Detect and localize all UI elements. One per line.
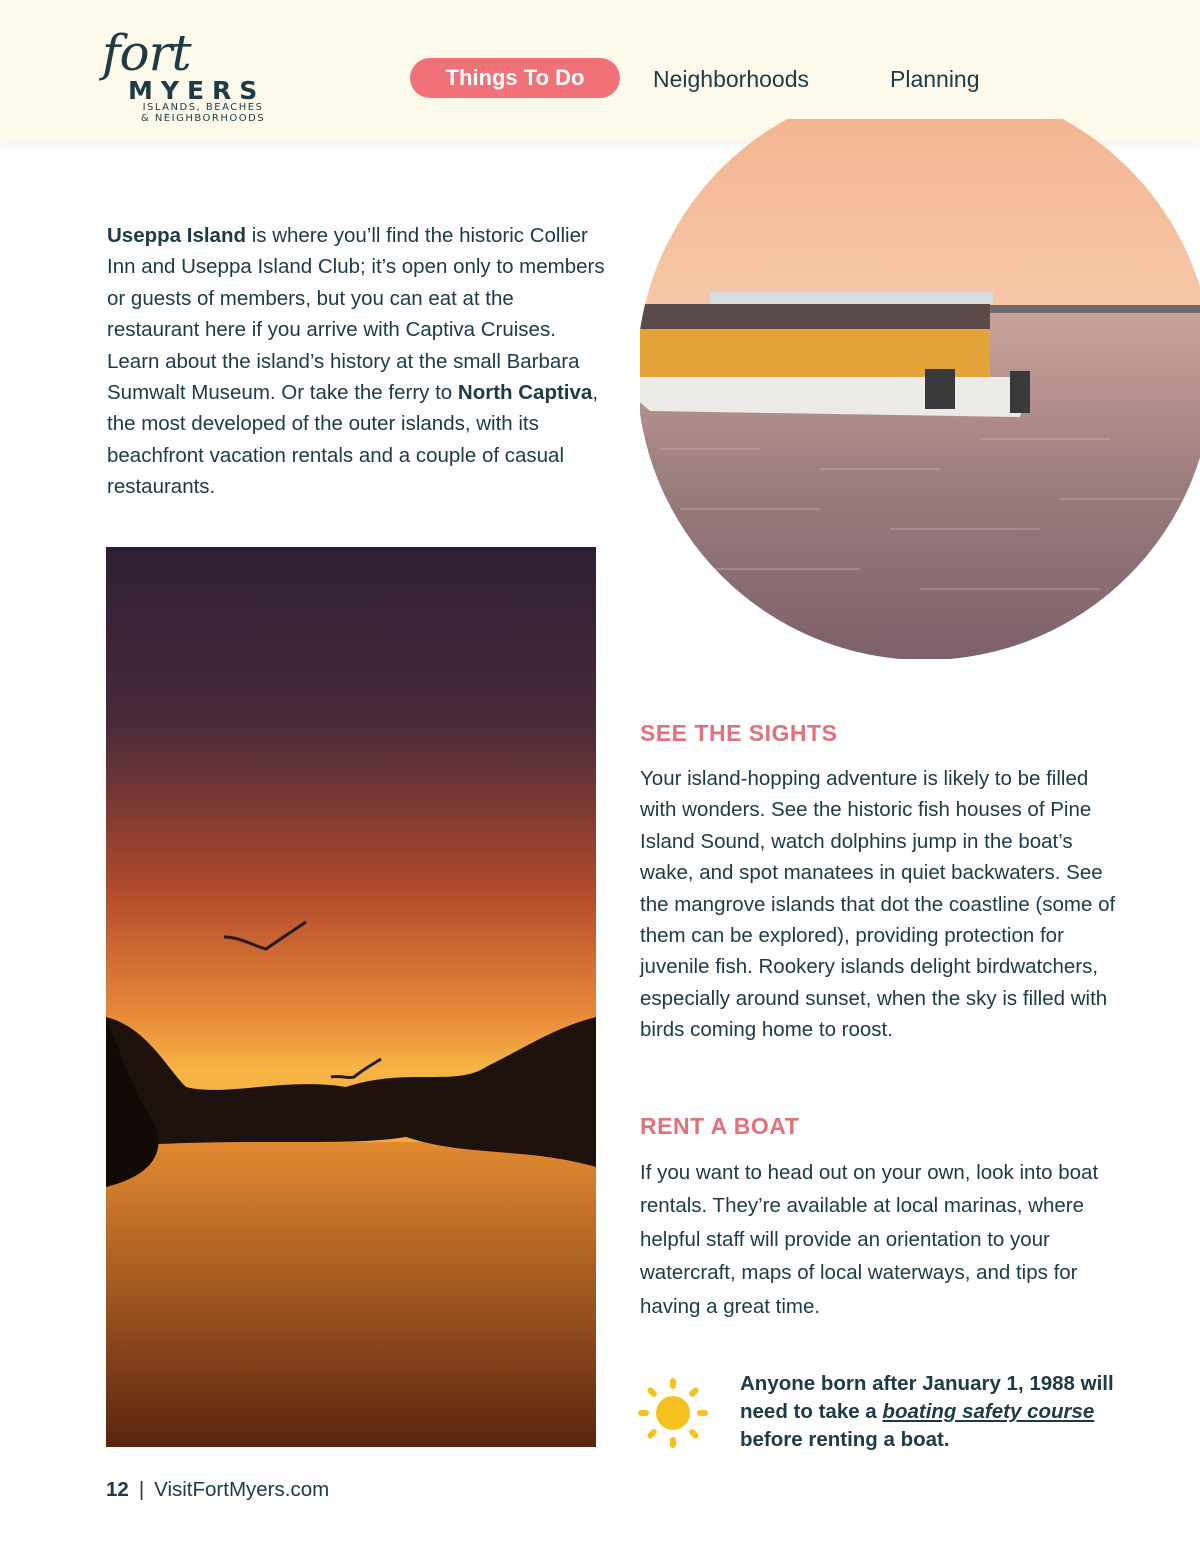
sunset-photo (106, 547, 596, 1447)
intro-text-2: , the most developed of the outer islands, with its beachfront vacation rentals and a couple of casual restaurants. (107, 381, 599, 499)
north-captiva-bold: North Captiva (457, 381, 593, 405)
logo-main-text: MYERS (128, 76, 266, 105)
logo-script-text: fort (102, 24, 191, 82)
tip-text-1: Anyone born after January 1, 1988 will need to take a (740, 1372, 1114, 1423)
see-the-sights-body: Your island-hopping adventure is likely to be filled with wonders. See the historic fish houses of Pine Island Sound, watch dolphins jump in the boat’s wake, and spot manatees in quiet backwaters. See the mangrove islands that dot the coastline (some of them can be explored), providing protection for juvenile fish. Rookery islands delight birdwatchers, especially around sunset, when the sky is filled with birds coming home to roost. (640, 767, 1116, 1042)
fort-myers-logo[interactable] (102, 24, 292, 130)
useppa-island-bold: Useppa Island (107, 224, 246, 247)
boating-safety-tip (740, 1370, 1140, 1454)
sun-icon (636, 1376, 710, 1450)
page-number: 12 (106, 1478, 129, 1501)
boating-safety-course-link[interactable]: boating safety course (882, 1400, 1095, 1423)
nav-things-to-do[interactable]: Things To Do (410, 58, 620, 98)
rent-a-boat-body: If you want to head out on your own, look into boat rentals. They’re available at local marinas, where helpful staff will provide an orientation to your watercraft, maps of local waterways, and tips for having a great time. (640, 1161, 1099, 1318)
nav-planning[interactable]: Planning (890, 66, 980, 92)
intro-text-1: is where you’ll find the historic Collier Inn and Useppa Island Club; it’s open only to members or guests of members, but you can eat at the restaurant here if you arrive with Captiva Cruises. Learn about the island’s history at the small Barbara Sumwalt Museum. Or take the ferry to (107, 224, 605, 405)
page-footer (106, 1478, 329, 1502)
nav-neighborhoods[interactable]: Neighborhoods (653, 66, 810, 92)
intro-paragraph (107, 220, 607, 503)
logo-sub-line-2: & NEIGHBORHOODS (140, 113, 266, 124)
rent-a-boat-heading: RENT A BOAT (640, 1113, 800, 1139)
boat-photo (640, 119, 1200, 659)
tip-text-2: before renting a boat. (740, 1428, 950, 1451)
footer-separator: | (138, 1478, 145, 1501)
logo-sub-line-1: ISLANDS, BEACHES (142, 102, 264, 113)
see-the-sights-heading: SEE THE SIGHTS (640, 720, 838, 746)
footer-site-link[interactable]: VisitFortMyers.com (154, 1478, 330, 1501)
logo-subtitle (128, 102, 278, 124)
